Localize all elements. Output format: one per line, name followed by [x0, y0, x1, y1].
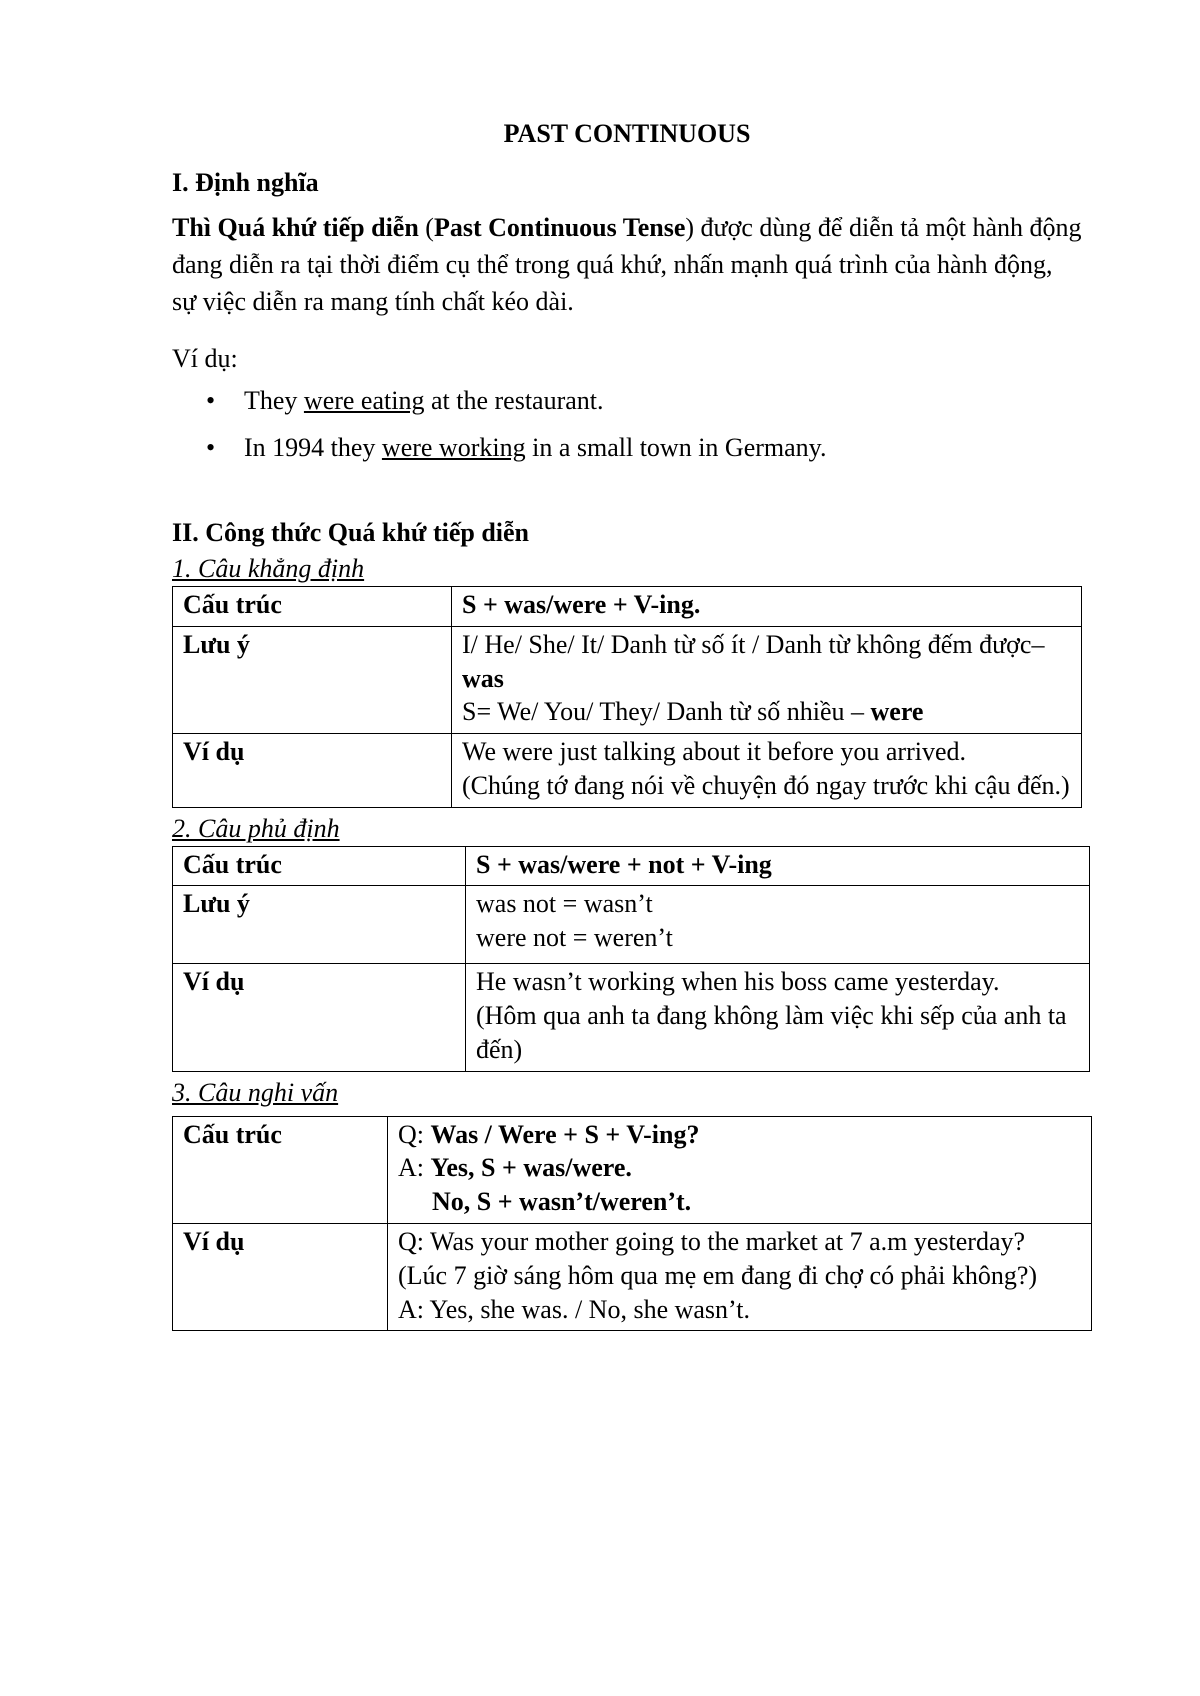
structure-label: Cấu trúc — [173, 586, 452, 626]
example-label: Ví dụ: — [172, 343, 238, 373]
negative-table — [172, 846, 1090, 1072]
affirmative-table — [172, 586, 1082, 808]
table-row — [173, 1223, 1092, 1330]
structure-label: Cấu trúc — [173, 1116, 388, 1223]
table-row — [173, 846, 1090, 886]
table-row — [173, 586, 1082, 626]
note-cell: was not = wasn’t were not = weren’t — [466, 886, 1090, 964]
section-formula-heading: II. Công thức Quá khứ tiếp diễn — [172, 518, 530, 548]
example-cell: Q: Was your mother going to the market at 7 a.m yesterday? (Lúc 7 giờ sáng hôm qua mẹ em đang đi chợ có phải không?) A: Yes, she was. / No, she wasn’t. — [388, 1223, 1092, 1330]
definition-term-english: Past Continuous Tense — [433, 212, 686, 242]
example-list — [172, 383, 1082, 467]
page-title: PAST CONTINUOUS — [503, 119, 751, 148]
definition-term: Thì Quá khứ tiếp diễn — [172, 212, 419, 242]
table-row — [173, 626, 1082, 733]
note-cell: I/ He/ She/ It/ Danh từ số ít / Danh từ không đếm được– was S= We/ You/ They/ Danh từ số nhiều – were — [452, 626, 1082, 733]
definition-paragraph: Thì Quá khứ tiếp diễn (Past Continuous Tense) được dùng để diễn tả một hành động đang diễn ra tại thời điểm cụ thể trong quá khứ, nhấn mạnh quá trình của hành động, sự việc diễn ra mang tính chất kéo dài. — [172, 212, 1082, 316]
note-label: Lưu ý — [173, 626, 452, 733]
structure-formula: S + was/were + not + V-ing — [466, 846, 1090, 886]
section-definition-heading: I. Định nghĩa — [172, 167, 319, 197]
example-verb: were working — [381, 433, 526, 463]
affirmative-subheading: 1. Câu khẳng định — [172, 554, 365, 584]
example-label: Ví dụ — [173, 1223, 388, 1330]
structure-formula: S + was/were + V-ing. — [452, 586, 1082, 626]
interrogative-subheading: 3. Câu nghi vấn — [172, 1077, 339, 1107]
structure-label: Cấu trúc — [173, 846, 466, 886]
example-label: Ví dụ — [173, 734, 452, 808]
example-cell: He wasn’t working when his boss came yesterday. (Hôm qua anh ta đang không làm việc khi sếp của anh ta đến) — [466, 964, 1090, 1071]
example-item: • In 1994 they were working in a small town in Germany. — [244, 430, 1082, 467]
example-verb: were eating — [303, 386, 425, 416]
negative-subheading: 2. Câu phủ định — [172, 813, 340, 843]
table-row — [173, 734, 1082, 808]
document-content — [172, 116, 1082, 1335]
structure-cell: Q: Was / Were + S + V-ing? A: Yes, S + was/were. No, S + wasn’t/weren’t. — [388, 1116, 1092, 1223]
table-row — [173, 1116, 1092, 1223]
note-label: Lưu ý — [173, 886, 466, 964]
table-row — [173, 886, 1090, 964]
table-row — [173, 964, 1090, 1071]
example-label: Ví dụ — [173, 964, 466, 1071]
interrogative-table — [172, 1116, 1092, 1332]
example-item: • They were eating at the restaurant. — [244, 383, 1082, 420]
example-cell: We were just talking about it before you arrived. (Chúng tớ đang nói về chuyện đó ngay trước khi cậu đến.) — [452, 734, 1082, 808]
